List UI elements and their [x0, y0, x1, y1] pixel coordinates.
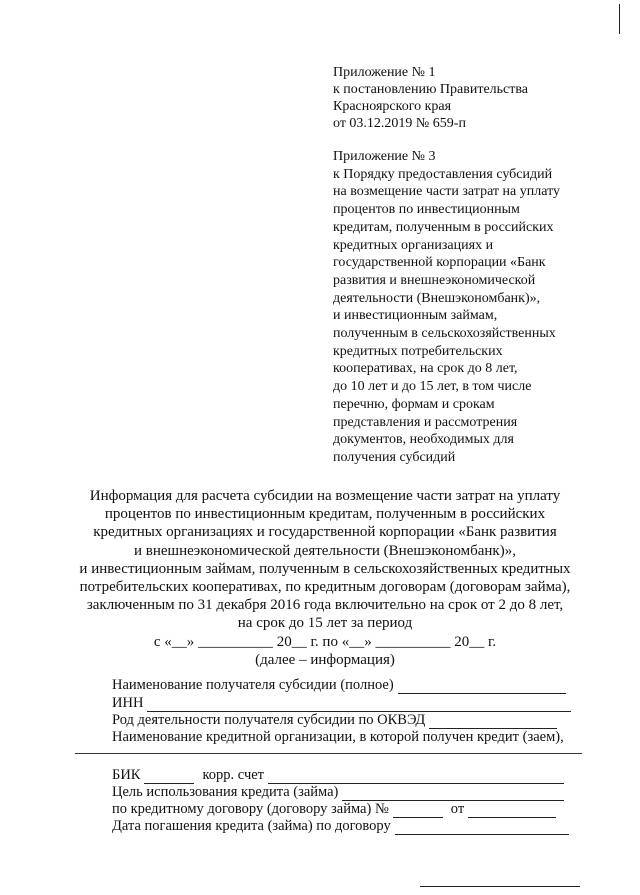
appendix-line: деятельности (Внешэкономбанк)»,	[333, 290, 541, 306]
appendix-line: к Порядку предоставления субсидий	[333, 166, 553, 182]
appendix-line: перечню, формам и срокам	[333, 396, 495, 412]
credit-org-field[interactable]	[112, 753, 582, 754]
title-line: процентов по инвестиционным кредитам, полученным в российских	[104, 506, 546, 523]
activity-row	[112, 711, 557, 729]
appendix-line: Приложение № 3	[333, 149, 436, 164]
recipient-name-field[interactable]	[398, 679, 566, 694]
purpose-row	[112, 783, 564, 801]
title-line: Информация для расчета субсидии на возмещение части затрат на уплату	[89, 488, 561, 504]
title-line: и внешнеэкономической деятельности (Внешэкономбанк)»,	[134, 542, 516, 559]
contract-date-label: от	[450, 801, 465, 817]
title-line: потребительских кооперативах, по кредитным договорам (договорам займа),	[79, 579, 571, 596]
title-line: заключенным по 31 декабря 2016 года включительно на срок от 2 до 8 лет,	[86, 597, 564, 614]
repayment-date-field[interactable]	[395, 820, 569, 835]
appendix-line: представления и рассмотрения	[333, 414, 518, 430]
contract-number-label: по кредитному договору (договору займа) №	[112, 801, 389, 817]
appendix-line: Красноярского края	[333, 99, 452, 114]
period-line: с «__» __________ 20__ г. по «__» __________ 20__ г.	[153, 633, 497, 650]
recipient-name-label: Наименование получателя субсидии (полное)	[112, 677, 394, 693]
title-line: на срок до 15 лет за период	[237, 615, 413, 632]
purpose-label: Цель использования кредита (займа)	[112, 784, 339, 800]
document-title	[60, 487, 590, 669]
repayment-row	[112, 817, 569, 835]
appendix-line: и инвестиционным займам,	[333, 308, 498, 324]
appendix-line: на возмещение части затрат на уплату	[333, 184, 561, 200]
activity-label: Род деятельности получателя субсидии по ОКВЭД	[112, 712, 426, 728]
contract-number-field[interactable]	[393, 803, 443, 818]
appendix-line: кооперативах, на срок до 8 лет,	[333, 361, 518, 377]
bik-row	[112, 766, 564, 784]
corr-account-label: корр. счет	[202, 767, 265, 783]
bik-field[interactable]	[144, 769, 194, 784]
appendix-line: кредитных организациях и	[333, 237, 494, 253]
recipient-name-row	[112, 676, 566, 694]
inn-row	[112, 694, 571, 712]
appendix-line: к постановлению Правительства	[333, 82, 529, 97]
contract-date-field[interactable]	[468, 803, 556, 818]
appendix-line: документов, необходимых для	[333, 432, 514, 448]
inn-label: ИНН	[112, 695, 144, 711]
appendix-line: получения субсидий	[333, 449, 456, 465]
corr-account-field[interactable]	[268, 769, 564, 784]
appendix-line: государственной корпорации «Банк	[333, 255, 546, 271]
appendix-line: полученным в сельскохозяйственных	[333, 326, 556, 342]
appendix-line: процентов по инвестиционным	[333, 202, 520, 218]
title-note: (далее – информация)	[255, 651, 395, 668]
title-line: кредитных организациях и государственной корпорации «Банк развития	[93, 524, 557, 541]
bik-label: БИК	[112, 767, 141, 783]
contract-row	[112, 800, 556, 818]
credit-org-label: Наименование кредитной организации, в которой получен кредит (заем),	[112, 729, 564, 745]
purpose-field[interactable]	[342, 786, 564, 801]
scan-edge-mark	[619, 4, 620, 34]
inn-field[interactable]	[147, 697, 571, 712]
activity-field[interactable]	[429, 714, 557, 729]
bottom-rule	[420, 886, 580, 887]
appendix-line: Приложение № 1	[333, 65, 436, 80]
appendix-line: до 10 лет и до 15 лет, в том числе	[333, 379, 532, 395]
appendix-1-header	[333, 64, 528, 132]
credit-org-row	[112, 728, 564, 746]
appendix-line: кредитам, полученным в российских	[333, 219, 554, 235]
repayment-date-label: Дата погашения кредита (займа) по договору	[112, 818, 391, 834]
appendix-line: от 03.12.2019 № 659-п	[333, 116, 466, 131]
title-line: и инвестиционным займам, полученным в сельскохозяйственных кредитных	[79, 560, 571, 577]
appendix-line: кредитных потребительских	[333, 343, 503, 359]
appendix-line: развития и внешнеэкономической	[333, 272, 536, 288]
appendix-3-header	[333, 148, 560, 467]
